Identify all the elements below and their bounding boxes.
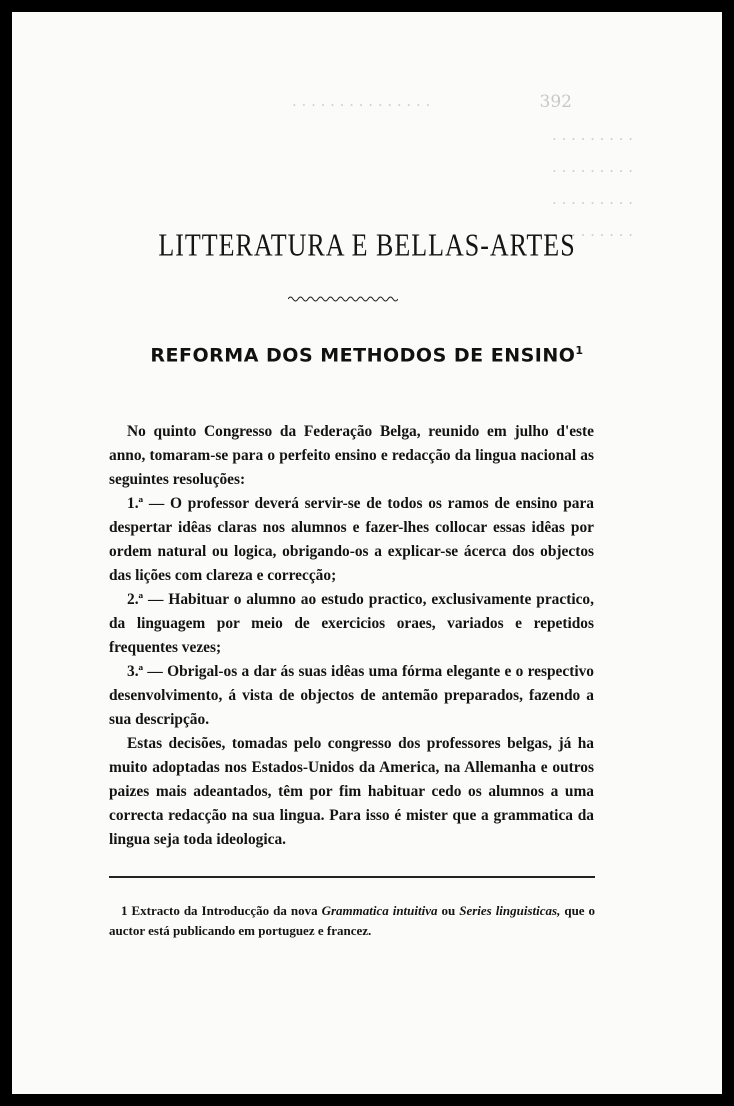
bleed-through-running-head: · · · · · · · · · · · · · · · (292, 96, 431, 114)
paragraph-resolution-2 (109, 588, 594, 660)
bleed-through-text: · · · · · · · · · (552, 162, 634, 180)
article-body (109, 420, 594, 852)
footnote-text-middle: ou (441, 903, 456, 918)
bleed-through-text: · · · · · · · · · (552, 226, 634, 244)
footnote-reference: 1 (575, 344, 584, 357)
resolution-1-text: O professor deverá servir-se de todos os ramos de ensino para despertar idêas claras nos alumnos e fazer-lhes collocar essas idêas por ordem natural ou logica, obrigando-os a explicar-se ácerca dos objectos das lições com clareza e correcção; (109, 495, 594, 584)
section-title: LITTERATURA E BELLAS-ARTES (158, 228, 576, 263)
footnote (109, 901, 595, 941)
page-number: 392 (539, 92, 572, 112)
footnote-number: 1 (121, 903, 128, 918)
resolution-2-text: Habituar o alumno ao estudo practico, exclusivamente practico, da linguagem por meio de exercicios oraes, variados e repetidos frequentes vezes; (109, 591, 594, 656)
resolution-3-text: Obrigal-os a dar ás suas idêas uma fórma elegante e o respectivo desenvolvimento, á vista de objectos de antemão preparados, fazendo a sua descripção. (109, 663, 594, 728)
ordinal-2: 2.ª — (127, 591, 164, 608)
bleed-through-text: · · · · · · · · · (552, 194, 634, 212)
ordinal-1: 1.ª — (127, 495, 165, 512)
paragraph-resolution-1 (109, 492, 594, 588)
article-title-text: REFORMA DOS METHODOS DE ENSINO (150, 344, 576, 367)
paragraph-conclusion: Estas decisões, tomadas pelo congresso dos professores belgas, já ha muito adoptadas nos Estados-Unidos da America, na Allemanha e outros paizes mais adeantados, têm por fim habituar cedo os alumnos a uma correcta redacção na sua lingua. Para isso é mister que a grammatica da lingua seja toda ideologica. (109, 735, 594, 848)
footnote-text-after: que o auctor está publicando em portuguez e francez. (109, 903, 596, 938)
paragraph-intro: No quinto Congresso da Federação Belga, reunido em julho d'este anno, tomaram-se para o perfeito ensino e redacção da lingua nacional as seguintes resoluções: (109, 423, 594, 488)
footnote-divider (109, 876, 595, 878)
document-page (12, 12, 722, 1094)
footnote-book-title: Grammatica intuitiva (321, 903, 438, 918)
ordinal-3: 3.ª — (127, 663, 163, 680)
bleed-through-text: · · · · · · · · · (552, 130, 634, 148)
decorative-wavy-rule (288, 295, 398, 303)
article-title (12, 344, 722, 366)
footnote-series-title: Series linguisticas, (459, 903, 561, 918)
paragraph-resolution-3 (109, 660, 594, 732)
footnote-text-before: Extracto da Introducção da nova (131, 903, 318, 918)
